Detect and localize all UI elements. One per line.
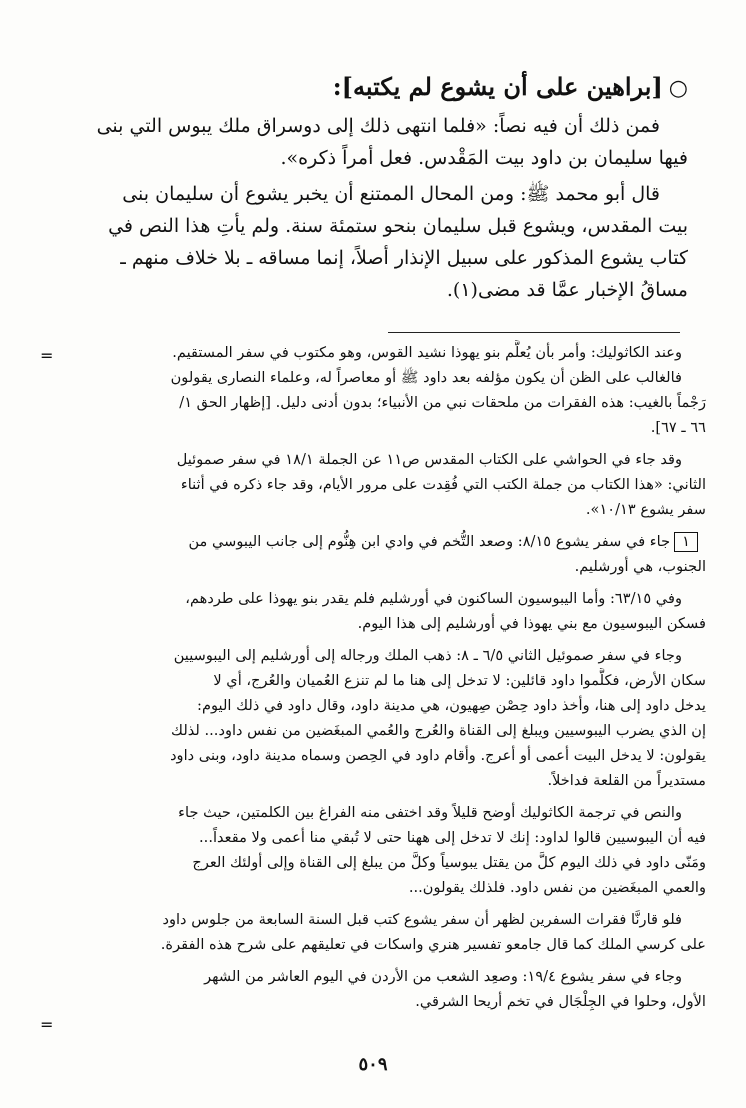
footnote-block xyxy=(40,907,706,957)
text-line: مساقُ الإخبار عمَّا قد مضى(١). xyxy=(446,279,688,301)
footnote-block xyxy=(40,586,706,636)
footnote-separator xyxy=(388,332,680,333)
footnote-line: ٦٦ ـ ٦٧]. xyxy=(650,419,706,436)
circle-bullet-icon: ○ xyxy=(668,75,688,101)
footnote-line: جاء في سفر يشوع ٨/١٥: وصعد التُّخم في وادي ابن هِنُّوم إلى جانب اليبوسي من xyxy=(188,533,671,550)
main-paragraph-2 xyxy=(40,178,688,306)
page-number: ٥٠٩ xyxy=(358,1054,388,1075)
footnote-block xyxy=(40,643,706,793)
footnote-line: والعمي المبغَضين من نفس داود. فلذلك يقولون... xyxy=(408,879,706,896)
footnote-line: وعند الكاثوليك: وأمر بأن يُعلَّم بنو يهوذا نشيد القوس، وهو مكتوب في سفر المستقيم. xyxy=(172,344,682,361)
text-line: قال أبو محمد ﷺ: ومن المحال الممتنع أن يخبر يشوع أن سليمان بنى xyxy=(122,183,660,205)
footnote-line: فسكن اليبوسيون مع بني يهوذا في أورشليم إلى هذا اليوم. xyxy=(357,615,706,632)
footnotes xyxy=(40,340,706,1014)
footnote-line: وقد جاء في الحواشي على الكتاب المقدس ص١١ عن الجملة ١٨/١ في سفر صموئيل xyxy=(176,451,682,468)
continuation-mark: = xyxy=(40,346,54,365)
footnote-block xyxy=(40,447,706,522)
footnote-line: وجاء في سفر صموئيل الثاني ٦/٥ ـ ٨: ذهب الملك ورجاله إلى أورشليم إلى اليبوسيين xyxy=(173,647,682,664)
footnote-line: رَجْماً بالغيب: هذه الفقرات من ملحقات نبي من الأنبياء؛ بدون أدنى دليل. [إظهار الحق ١/ xyxy=(179,394,706,411)
footnote-line: مستديراً من القلعة فداخلاً. xyxy=(547,772,706,789)
text-line: كتاب يشوع المذكور على سبيل الإنذار أصلاً، إنما مساقه ـ بلا خلاف منهم ـ xyxy=(120,247,688,269)
footnote-block xyxy=(40,529,706,579)
footnote-number-box: ١ xyxy=(674,532,698,552)
section-heading xyxy=(40,70,688,105)
footnote-line: فالغالب على الظن أن يكون مؤلفه بعد داود ﷺ أو معاصراً له، وعلماء النصارى يقولون xyxy=(170,369,682,386)
footnote-line: ومَنّى داود في ذلك اليوم كلَّ من يقتل يبوسياً وكلَّ من يبلغ إلى القناة وإلى أولئك العرج xyxy=(192,854,706,871)
footnote-line: فلو قارنَّا فقرات السفرين لظهر أن سفر يشوع كتب قبل السنة السابعة من جلوس داود xyxy=(162,911,682,928)
footnote-line: وفي ٦٣/١٥: وأما اليبوسيون الساكنون في أورشليم فلم يقدر بنو يهوذا على طردهم، xyxy=(185,590,682,607)
heading-text: [براهين على أن يشوع لم يكتبه]: xyxy=(332,72,663,101)
text-line: فيها سليمان بن داود بيت المَقْدس. فعل أمراً ذكره». xyxy=(280,147,688,169)
footnote-line: يدخل داود إلى هنا، وأخذ داود حِصْن صِهيون، هي مدينة داود، وقال داود في ذلك اليوم: xyxy=(197,697,706,714)
footnote-line: والنص في ترجمة الكاثوليك أوضح قليلاً وقد اختفى منه الفراغ بين الكلمتين، حيث جاء xyxy=(178,804,682,821)
footnote-line: على كرسي الملك كما قال جامعو تفسير هنري واسكات في تعليقهم على شرح هذه الفقرة. xyxy=(160,936,706,953)
text-line: فمن ذلك أن فيه نصاً: «فلما انتهى ذلك إلى دوسراق ملك يبوس التي بنى xyxy=(96,115,660,137)
footnote-line: وجاء في سفر يشوع ١٩/٤: وصعِد الشعب من الأردن في اليوم العاشر من الشهر xyxy=(204,968,682,985)
continuation-mark: = xyxy=(40,1015,54,1034)
footnote-block xyxy=(40,340,706,440)
main-paragraph-1 xyxy=(40,110,688,174)
footnote-line: يقولون: لا يدخل البيت أعمى أو أعرج. وأقام داود في الحِصن وسماه مدينة داود، وبنى داود xyxy=(170,747,706,764)
footnote-line: إن الذي يضرب اليبوسيين ويبلغ إلى القناة والعُرج والعُمي المبغَضين من نفس داود... لذلك xyxy=(171,722,706,739)
footnote-line: فيه أن اليبوسيين قالوا لداود: إنك لا تدخل إلى ههنا حتى لا تُبقي منا أعمى ولا مقعداً... xyxy=(199,829,706,846)
footnote-line: الأول، وحلوا في الجِلْجَال في تخم أريحا الشرقي. xyxy=(415,993,706,1010)
footnote-line: الجنوب، هي أورشليم. xyxy=(574,558,706,575)
footnote-block xyxy=(40,964,706,1014)
text-line: بيت المقدس، ويشوع قبل سليمان بنحو ستمئة سنة. ولم يأتِ هذا النص في xyxy=(108,215,688,237)
footnote-line: سفر يشوع ١٠/١٣». xyxy=(585,501,706,518)
footnote-line: سكان الأرض، فكلَّموا داود قائلين: لا تدخل إلى هنا ما لم تنزع العُميان والعُرج، أي لا xyxy=(213,672,706,689)
footnote-line: الثاني: «هذا الكتاب من جملة الكتب التي فُقِدت على مرور الأيام، وقد جاء ذكره في أثناء xyxy=(180,476,706,493)
footnote-block xyxy=(40,800,706,900)
